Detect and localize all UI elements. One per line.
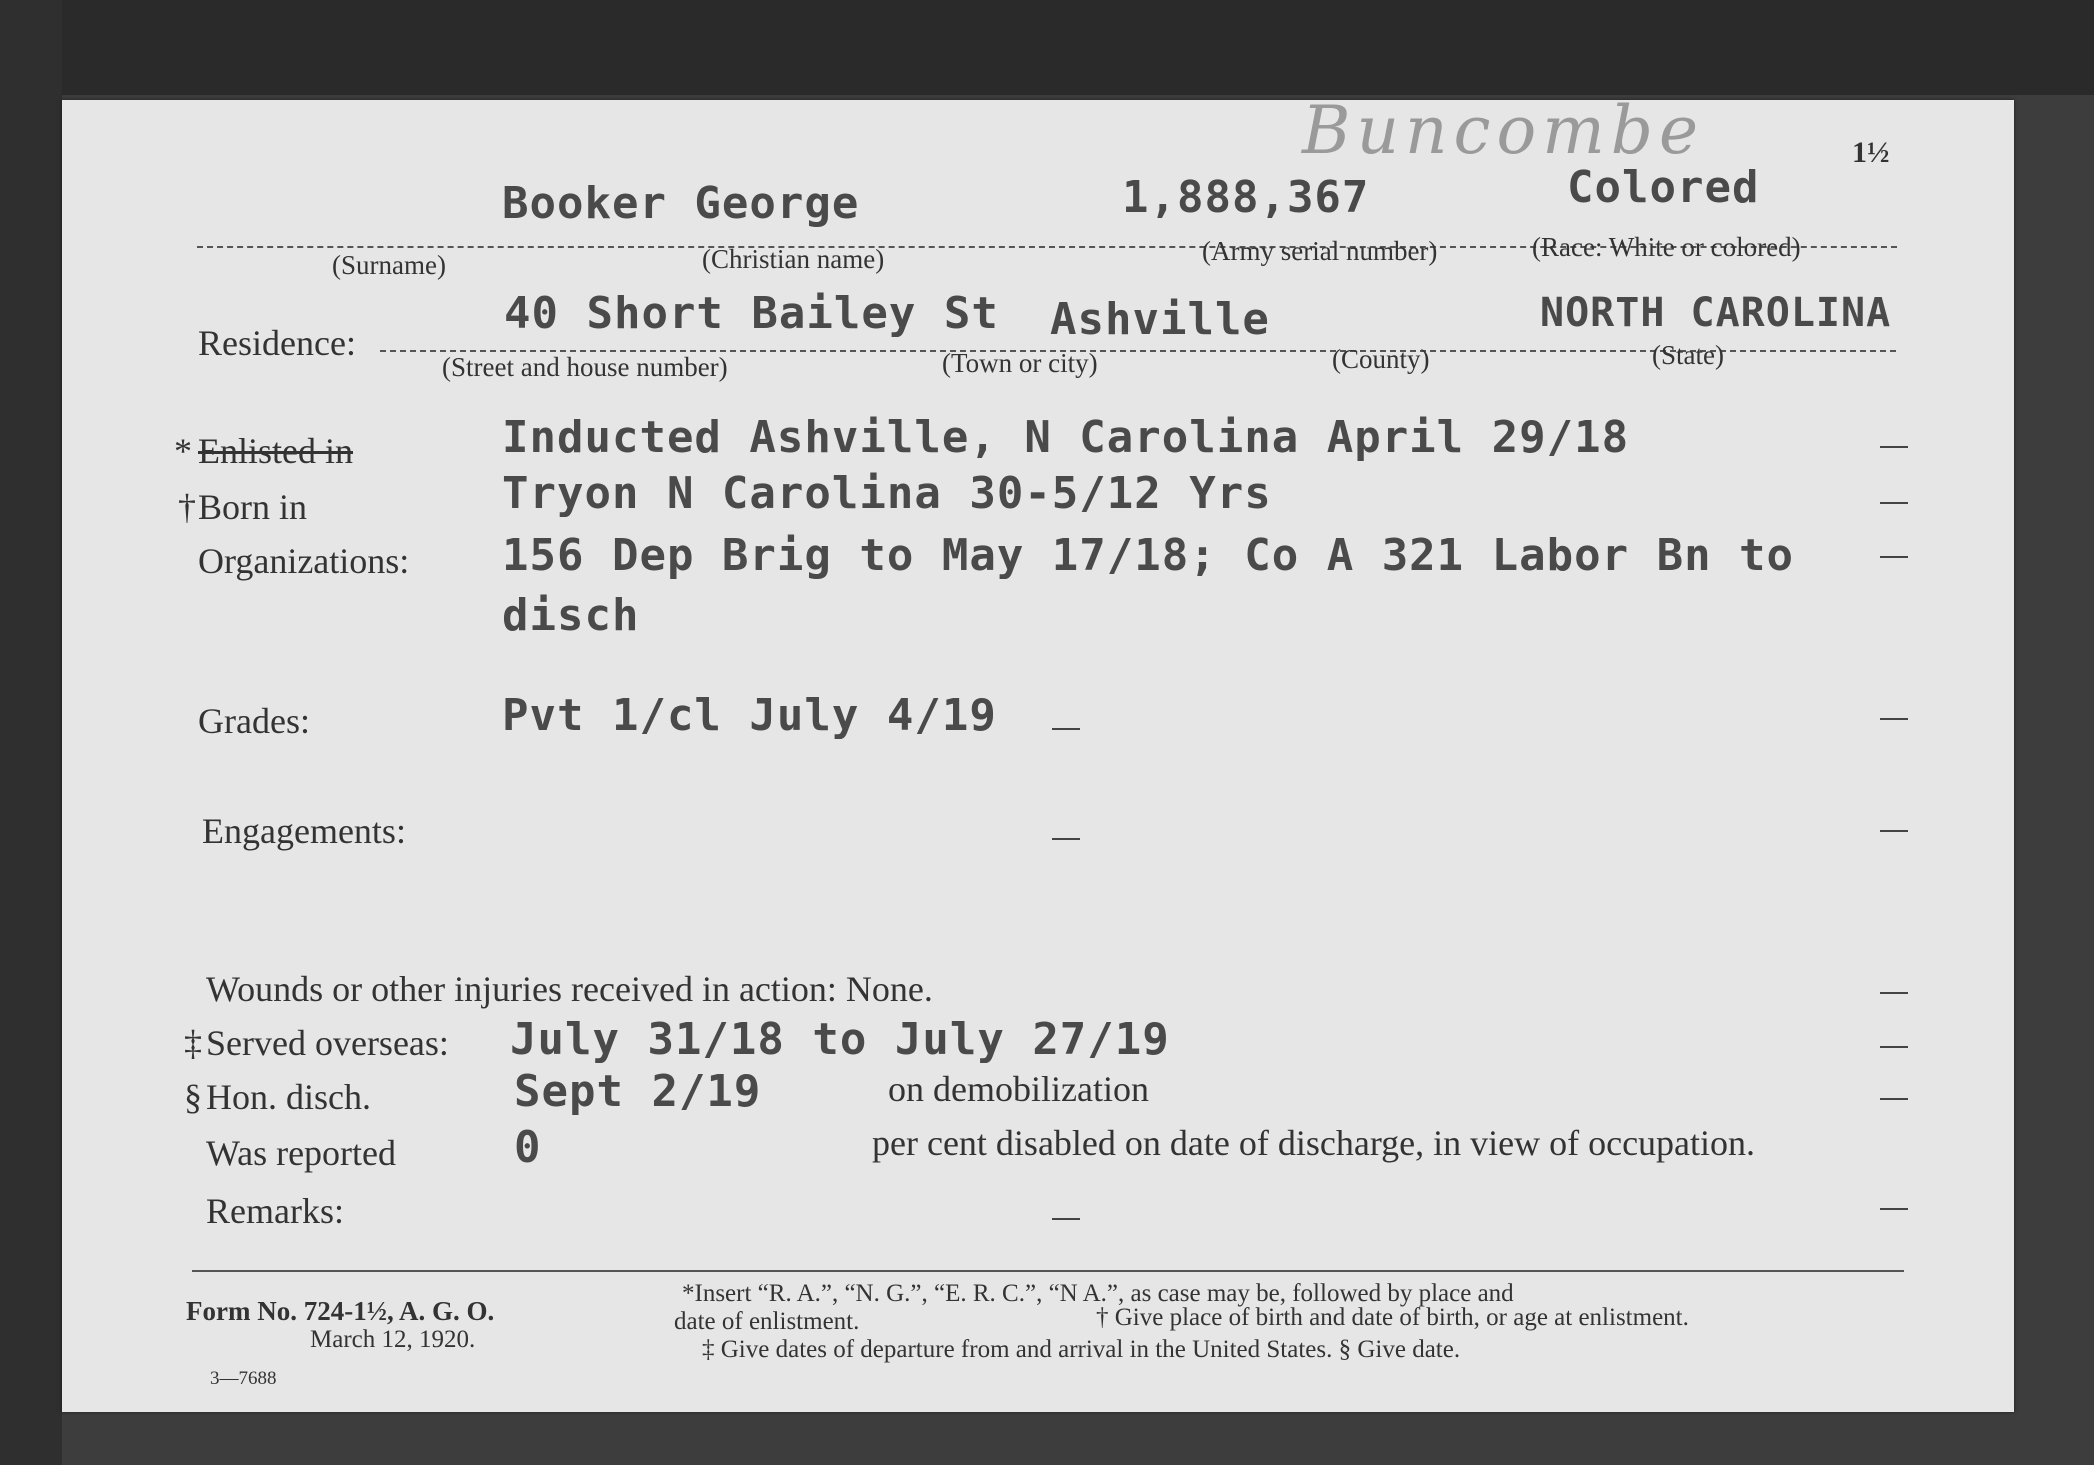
footnote-2: ‡ Give dates of departure from and arrival in the United States. § Give date. — [702, 1336, 1461, 1363]
race-value: Colored — [1567, 162, 1760, 213]
print-code: 3—7688 — [210, 1368, 277, 1389]
reported-value: 0 — [514, 1122, 542, 1173]
organizations-line2: disch — [502, 590, 640, 641]
reported-text: per cent disabled on date of discharge, in view of occupation. — [872, 1123, 1756, 1163]
grades-value: Pvt 1/cl July 4/19 — [502, 690, 997, 741]
state-caption: (State) — [1652, 340, 1724, 370]
state-value: NORTH CAROLINA — [1540, 290, 1892, 336]
born-label: Born in — [198, 487, 308, 527]
street-value: 40 Short Bailey St — [504, 288, 999, 339]
county-caption: (County) — [1332, 344, 1430, 374]
disch-label: Hon. disch. — [206, 1077, 371, 1117]
town-caption: (Town or city) — [942, 348, 1098, 378]
overseas-end-mark — [1880, 1046, 1908, 1048]
grades-label: Grades: — [198, 701, 310, 741]
serial-number-value: 1,888,367 — [1122, 172, 1370, 223]
engagements-mid-mark — [1052, 838, 1080, 840]
enlisted-mark: * — [174, 431, 192, 471]
disch-text: on demobilization — [888, 1069, 1149, 1109]
footnote-1-line2b: † Give place of birth and date of birth, or age at enlistment. — [1096, 1304, 1689, 1331]
top-scan-border — [0, 0, 2094, 95]
enlisted-value: Inducted Ashville, N Carolina April 29/18 — [502, 412, 1630, 463]
enlisted-label: Enlisted in — [198, 431, 353, 471]
overseas-label: Served overseas: — [206, 1023, 449, 1063]
reported-label: Was reported — [206, 1133, 397, 1173]
handwritten-county: Buncombe — [1302, 92, 1705, 169]
engagements-label: Engagements: — [202, 811, 406, 851]
organizations-line1: 156 Dep Brig to May 17/18; Co A 321 Labor Bn to — [502, 530, 1795, 581]
organizations-label: Organizations: — [198, 541, 410, 581]
grades-end-mark — [1880, 718, 1908, 720]
disch-value: Sept 2/19 — [514, 1066, 762, 1117]
disch-end-mark — [1880, 1098, 1908, 1100]
wounds-text: Wounds or other injuries received in action: None. — [206, 969, 933, 1009]
overseas-value: July 31/18 to July 27/19 — [510, 1014, 1170, 1065]
footer-rule — [192, 1270, 1904, 1272]
footnote-1-line2a: date of enlistment. — [674, 1308, 860, 1335]
residence-label: Residence: — [198, 323, 356, 363]
grades-mid-mark — [1052, 728, 1080, 730]
race-caption: (Race: White or colored) — [1532, 232, 1801, 262]
wounds-end-mark — [1880, 992, 1908, 994]
engagements-end-mark — [1880, 830, 1908, 832]
town-value: Ashville — [1050, 294, 1270, 345]
service-record-card — [62, 92, 2014, 1412]
footnote-1-line1: *Insert “R. A.”, “N. G.”, “E. R. C.”, “N A.”, as case may be, followed by place and — [682, 1280, 1514, 1307]
born-end-mark — [1880, 502, 1908, 504]
serial-caption: (Army serial number) — [1202, 236, 1438, 266]
overseas-mark: ‡ — [184, 1023, 202, 1063]
born-value: Tryon N Carolina 30-5/12 Yrs — [502, 468, 1272, 519]
card-number: 1½ — [1852, 136, 1890, 169]
surname-caption: (Surname) — [332, 250, 446, 280]
left-scan-border — [0, 0, 62, 1465]
form-number: Form No. 724-1½, A. G. O. — [186, 1296, 495, 1326]
street-caption: (Street and house number) — [442, 352, 728, 382]
remarks-mid-mark — [1052, 1218, 1080, 1220]
form-date: March 12, 1920. — [310, 1326, 476, 1353]
remarks-end-mark — [1880, 1208, 1908, 1210]
disch-mark: § — [184, 1077, 202, 1117]
enlisted-end-mark — [1880, 446, 1908, 448]
remarks-label: Remarks: — [206, 1191, 344, 1231]
name-value: Booker George — [502, 178, 860, 229]
organizations-end-mark — [1880, 556, 1908, 558]
christian-caption: (Christian name) — [702, 244, 885, 274]
born-mark: † — [178, 487, 196, 527]
